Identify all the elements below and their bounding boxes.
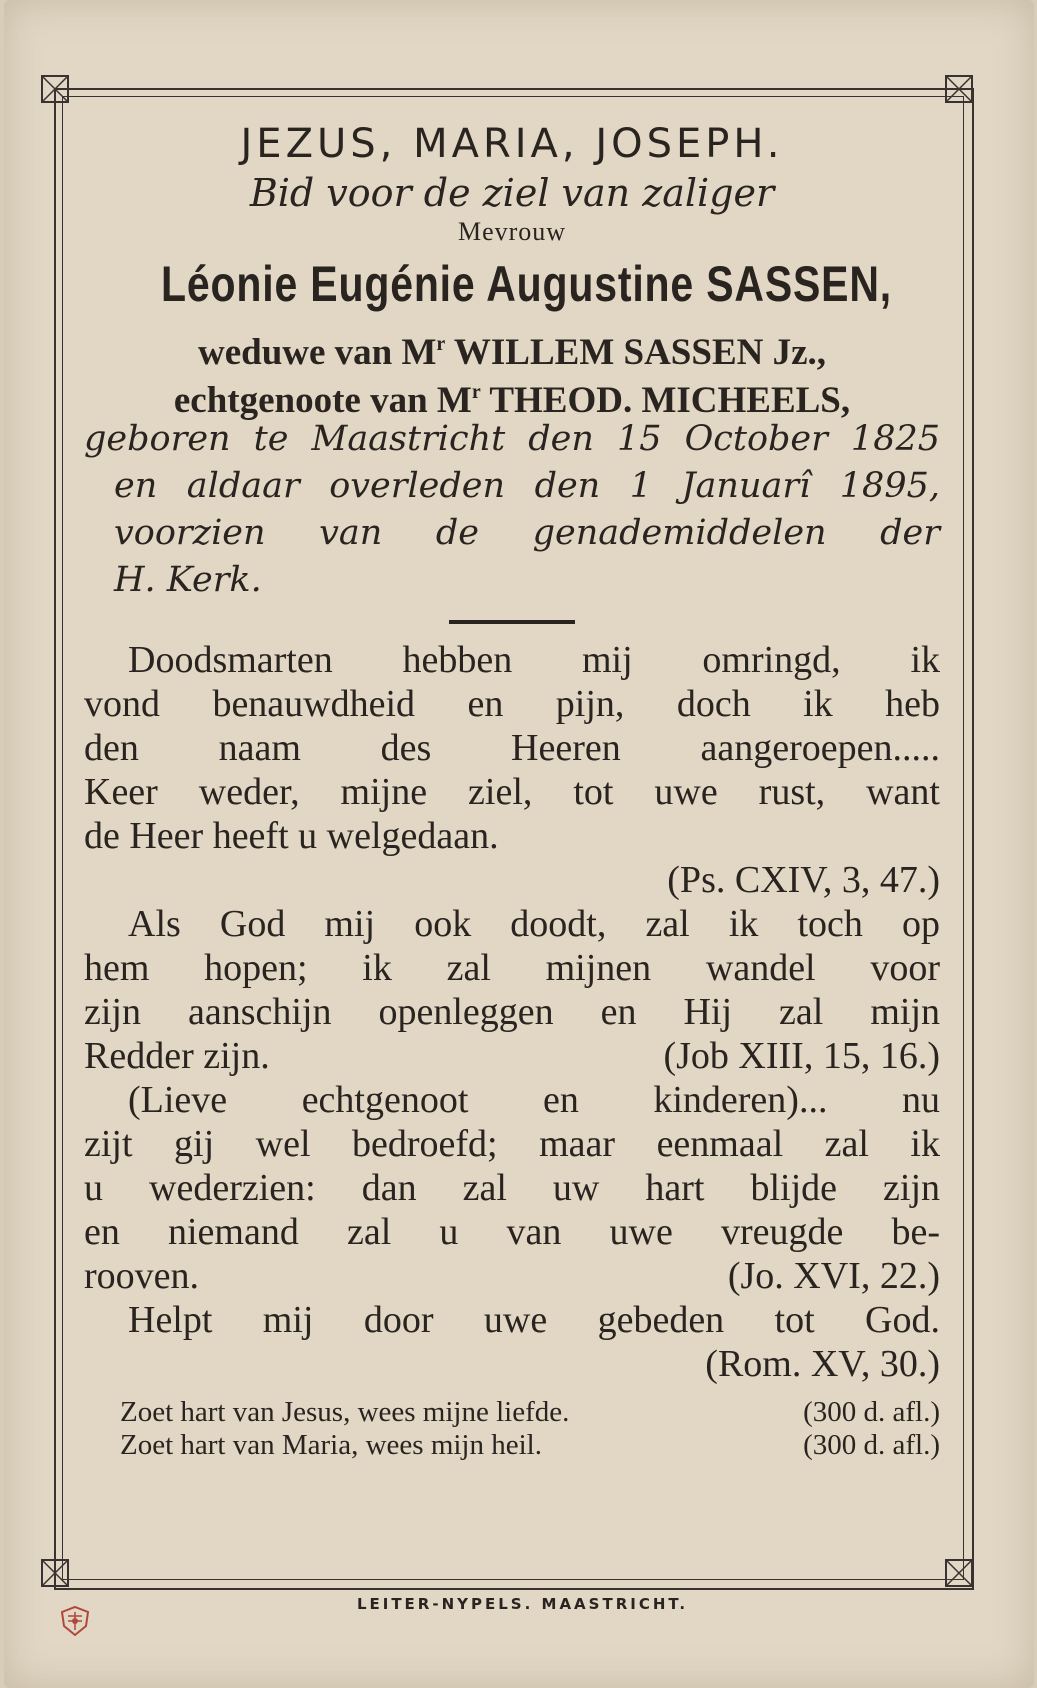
corner-ornament-icon [40, 74, 70, 104]
church-line: H. Kerk. [114, 560, 262, 600]
passage-romans [84, 1298, 940, 1386]
text-fragment: rooven. [84, 1255, 200, 1297]
widow-line: weduwe van $M^r$ WILLEM SASSEN Jz., [197, 332, 827, 373]
death-line: en aldaar overleden den 1 Januarî 1895, [114, 466, 940, 506]
passage-john [84, 1078, 940, 1298]
corner-ornament-icon [944, 1558, 974, 1588]
divider [449, 620, 575, 624]
passage-psalm [84, 638, 940, 902]
text-line: en niemand zal u van uwe vreugde be- [84, 1211, 940, 1253]
ejaculation-line [84, 1429, 940, 1462]
text-line: vond benauwdheid en pijn, doch ik heb [84, 683, 940, 725]
text-line: zijn aanschijn openleggen en Hij zal mijn [84, 991, 940, 1033]
scripture-reference: (Ps. CXIV, 3, 47.) [667, 859, 940, 901]
text-line: u wederzien: dan zal uw hart blijde zijn [84, 1167, 940, 1209]
text-line: zijt gij wel bedroefd; maar eenmaal zal ik [84, 1123, 940, 1165]
prayer-request: Bid voor de ziel van zaliger [249, 171, 775, 215]
ejaculation-text: Zoet hart van Jesus, wees mijne liefde. [120, 1396, 570, 1428]
passage-job [84, 902, 940, 1078]
corner-ornament-icon [40, 1558, 70, 1588]
text-line: hem hopen; ik zal mijnen wandel voor [84, 947, 940, 989]
text-line: den naam des Heeren aangeroepen..... [84, 727, 940, 769]
text-line: (Lieve echtgenoot en kinderen)... nu [128, 1079, 940, 1121]
invocation-title: JEZUS, MARIA, JOSEPH. [240, 121, 784, 167]
text-line: Helpt mij door uwe gebeden tot God. [128, 1299, 940, 1341]
sacraments-line: voorzien van de genademiddelen der [114, 513, 940, 553]
spouse-line: echtgenoote van $M^r$ THEOD. MICHEELS, [173, 380, 851, 421]
birth-line: geboren te Maastricht den 15 October 1825 [84, 419, 940, 459]
memorial-card [4, 0, 1034, 1688]
scripture-reference: (Job XIII, 15, 16.) [663, 1035, 940, 1077]
ejaculation-line [84, 1396, 940, 1429]
text-line [84, 1254, 940, 1298]
text-line: Keer weder, mijne ziel, tot uwe rust, want [84, 771, 940, 813]
indulgence-note: (300 d. afl.) [803, 1396, 940, 1428]
text-line: de Heer heeft u welgedaan. [84, 815, 499, 857]
honorific: Mevrouw [457, 217, 567, 246]
scripture-reference: (Rom. XV, 30.) [705, 1343, 940, 1385]
corner-ornament-icon [944, 74, 974, 104]
indulgence-note: (300 d. afl.) [803, 1429, 940, 1461]
text-line: Doodsmarten hebben mij omringd, ik [128, 639, 940, 681]
text-line: Als God mij ook doodt, zal ik toch op [128, 903, 940, 945]
scripture-reference: (Jo. XVI, 22.) [727, 1255, 940, 1297]
printer-imprint: LEITER-NYPELS. MAASTRICHT. [356, 1595, 689, 1613]
ejaculation-text: Zoet hart van Maria, wees mijn heil. [120, 1429, 542, 1461]
text-line [84, 1034, 940, 1078]
card-content [84, 112, 940, 1462]
deceased-name: Léonie Eugénie Augustine SASSEN, [161, 256, 892, 312]
text-fragment: Redder zijn. [84, 1035, 270, 1077]
coat-of-arms-stamp-icon [56, 1604, 94, 1638]
